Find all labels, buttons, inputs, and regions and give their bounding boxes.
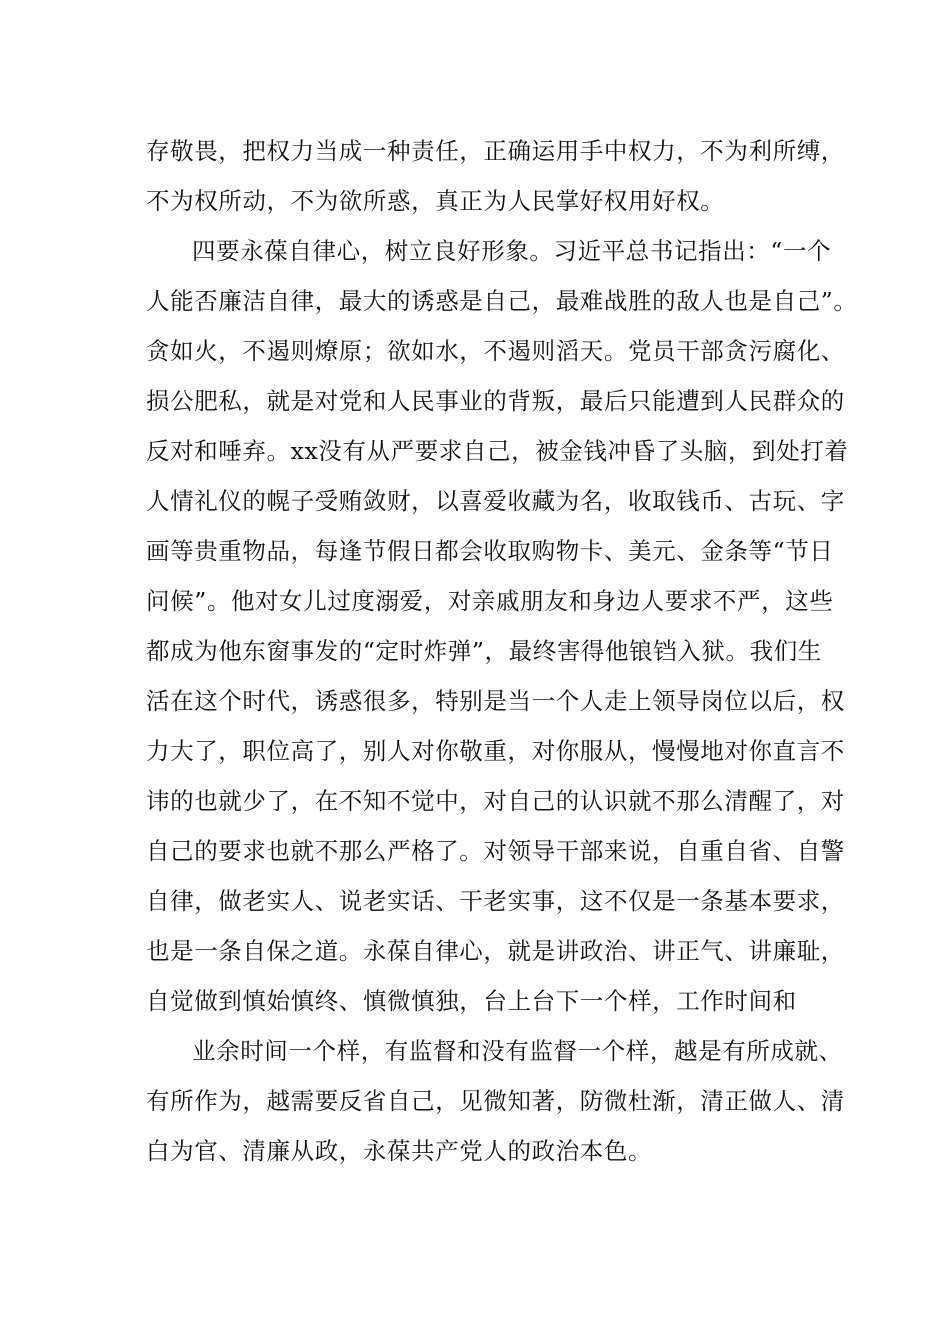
text-line-5: 贪如火，不遏则燎原；欲如水，不遏则滔天。党员干部贪污腐化、 — [146, 337, 845, 365]
text-line-21: 白为官、清廉从政，永葆共产党人的政治本色。 — [146, 1137, 653, 1165]
text-line-17: 也是一条自保之道。永葆自律心，就是讲政治、讲正气、讲廉耻， — [146, 937, 845, 965]
text-line-12: 活在这个时代，诱惑很多，特别是当一个人走上领导岗位以后，权 — [146, 687, 845, 715]
text-line-8: 人情礼仪的幌子受贿敛财，以喜爱收藏为名，收取钱币、古玩、字 — [146, 487, 845, 515]
text-line-1: 存敬畏，把权力当成一种责任，正确运用手中权力，不为利所缚， — [146, 137, 845, 165]
text-line-16: 自律，做老实人、说老实话、干老实事，这不仅是一条基本要求， — [146, 887, 845, 915]
text-line-9: 画等贵重物品，每逢节假日都会收取购物卡、美元、金条等“节日 — [146, 537, 834, 565]
text-line-15: 自己的要求也就不那么严格了。对领导干部来说，自重自省、自警 — [146, 837, 845, 865]
paragraph-start-line: 四要永葆自律心，树立良好形象。习近平总书记指出：“一个 — [192, 237, 832, 265]
text-line-18: 自觉做到慎始慎终、慎微慎独，台上台下一个样，工作时间和 — [146, 987, 797, 1015]
paragraph-continue-line: 业余时间一个样，有监督和没有监督一个样，越是有所成就、 — [192, 1037, 843, 1065]
text-line-20: 有所作为，越需要反省自己，见微知著，防微杜渐，清正做人、清 — [146, 1087, 845, 1115]
text-line-6: 损公肥私，就是对党和人民事业的背叛，最后只能遭到人民群众的 — [146, 387, 845, 415]
text-line-2: 不为权所动，不为欲所惑，真正为人民掌好权用好权。 — [146, 187, 725, 215]
text-line-7: 反对和唾弃。xx没有从严要求自己，被金钱冲昏了头脑，到处打着 — [146, 437, 849, 465]
text-line-4: 人能否廉洁自律，最大的诱惑是自己，最难战胜的敌人也是自己”。 — [146, 287, 858, 315]
text-line-14: 讳的也就少了，在不知不觉中，对自己的认识就不那么清醒了，对 — [146, 787, 845, 815]
text-line-10: 问候”。他对女儿过度溺爱，对亲戚朋友和身边人要求不严，这些 — [146, 587, 834, 615]
text-line-13: 力大了，职位高了，别人对你敬重，对你服从，慢慢地对你直言不 — [146, 737, 845, 765]
text-line-11: 都成为他东窗事发的“定时炸弹”，最终害得他锒铛入狱。我们生 — [146, 637, 822, 665]
